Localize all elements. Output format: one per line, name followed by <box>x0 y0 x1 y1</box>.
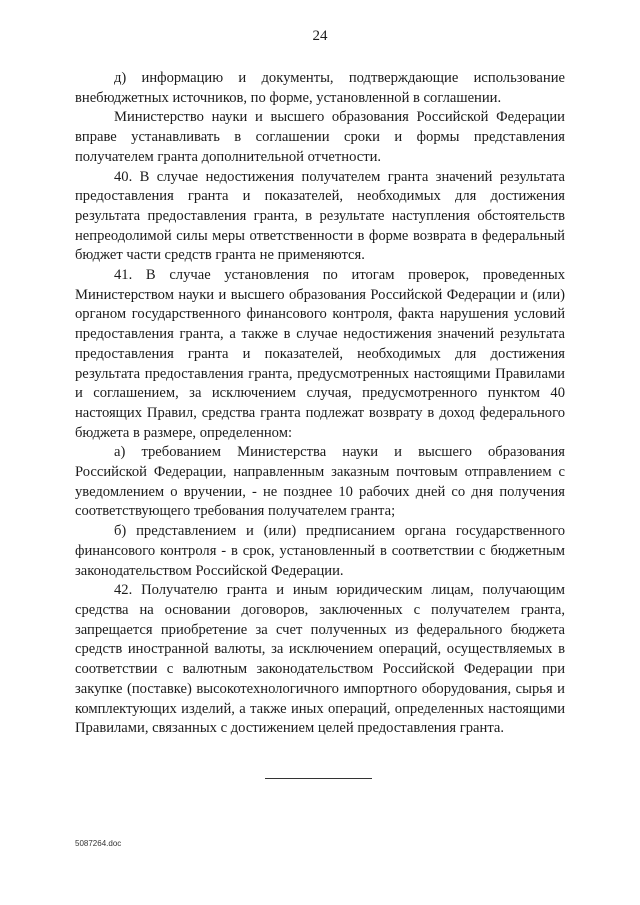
paragraph-40: 40. В случае недостижения получателем гранта значений результата предоставления гранта и показателей, необходимых для достижения результата предоставления гранта, в результате наступления обстоятельств непреодолимой силы меры ответственности в форме возврата в федеральный бюджет части средств гранта не применяются. <box>75 168 565 264</box>
paragraph-42: 42. Получателю гранта и иным юридическим лицам, получающим средства на основании договоров, заключенных с получателем гранта, запрещается приобретение за счет полученных из федерального бюджета средств иностранной валюты, за исключением операций, осуществляемых в соответствии с валютным законодательством Российской Федерации при закупке (поставке) высокотехнологичного импортного оборудования, сырья и комплектующих изделий, а также иных операций, определенных настоящими Правилами, связанных с достижением целей предоставления гранта. <box>75 582 565 737</box>
paragraph-item-d: д) информацию и документы, подтверждающие использование внебюджетных источников, по форме, установленной в соглашении. <box>75 70 565 106</box>
paragraph-41-a: а) требованием Министерства науки и высшего образования Российской Федерации, направленным заказным почтовым отправлением с уведомлением о вручении, - не позднее 10 рабочих дней со дня получения соответствующего требования получателем гранта; <box>75 444 565 520</box>
separator-line <box>265 778 372 779</box>
page-number: 24 <box>312 28 328 44</box>
document-body <box>75 69 565 739</box>
document-id: 5087264.doc <box>75 839 122 848</box>
paragraph-41: 41. В случае установления по итогам проверок, проведенных Министерством науки и высшего образования Российской Федерации и (или) органом государственного финансового контроля, факта нарушения условий предоставления гранта, а также в случае недостижения значений результата предоставления гранта и показателей, необходимых для достижения результата предоставления гранта, предусмотренных настоящими Правилами и соглашением, за исключением случая, предусмотренного пунктом 40 настоящих Правил, средства гранта подлежат возврату в доход федерального бюджета в размере, определенном: <box>75 267 565 441</box>
paragraph-ministry-reporting: Министерство науки и высшего образования Российской Федерации вправе устанавливать в соглашении сроки и формы представления получателем гранта дополнительной отчетности. <box>75 109 565 165</box>
paragraph-41-b: б) представлением и (или) предписанием органа государственного финансового контроля - в срок, установленный в соответствии с бюджетным законодательством Российской Федерации. <box>75 523 565 579</box>
